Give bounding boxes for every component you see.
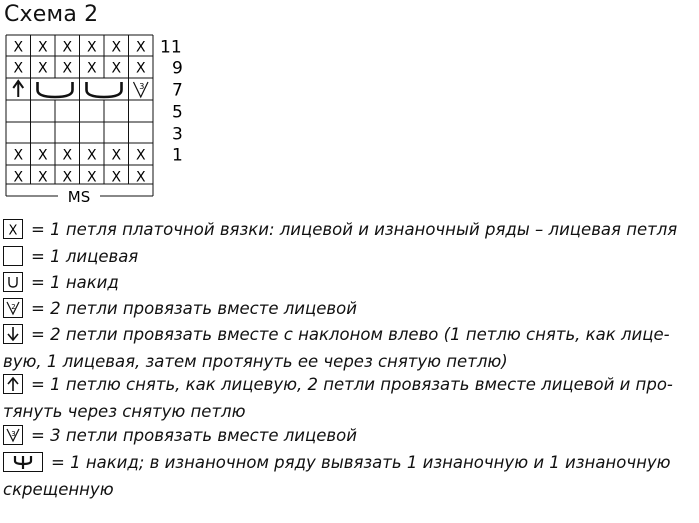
legend-text: = 1 петля платочной вязки: лицевой и изнаночный ряды – лицевая петля bbox=[31, 220, 678, 239]
legend-item-double-yo bbox=[3, 451, 695, 501]
chart-cell-x: X bbox=[37, 169, 48, 186]
k3tog-number: 3 bbox=[139, 82, 145, 91]
yarn-over-wide-icon bbox=[38, 82, 73, 97]
chart-cell-x: X bbox=[135, 147, 146, 164]
yarn-over-wide-icon bbox=[87, 82, 122, 97]
ssk-icon bbox=[3, 324, 23, 350]
up-arrow-icon bbox=[3, 374, 23, 400]
empty-box-icon bbox=[3, 246, 23, 272]
k2tog-icon bbox=[3, 298, 23, 324]
row-number: 9 bbox=[172, 58, 183, 79]
svg-text:2: 2 bbox=[11, 303, 16, 311]
chart-cell-x: X bbox=[111, 60, 122, 77]
legend-item-k3tog bbox=[3, 424, 695, 451]
chart-cell-x: X bbox=[37, 39, 48, 56]
chart-cell-x: X bbox=[111, 169, 122, 186]
k3tog-icon bbox=[3, 425, 23, 451]
double-yo-icon bbox=[3, 452, 43, 478]
legend-text: = 1 петлю снять, как лицевую, 2 петли провязать вместе лицевой и про-тянуть через снятую петлю bbox=[3, 375, 673, 421]
legend-text: = 1 лицевая bbox=[31, 247, 139, 266]
chart-cell-x: X bbox=[13, 60, 24, 77]
chart-title: Схема 2 bbox=[4, 2, 99, 27]
chart-cell-x: X bbox=[62, 39, 73, 56]
chart-cell-x: X bbox=[13, 169, 24, 186]
legend-item-yo bbox=[3, 271, 695, 298]
row-number: 5 bbox=[172, 102, 183, 123]
chart-cell-x: X bbox=[135, 60, 146, 77]
legend-item-k2tog bbox=[3, 297, 695, 324]
repeat-label: MS bbox=[67, 188, 91, 206]
chart-cell-x: X bbox=[86, 147, 97, 164]
chart-cell-x: X bbox=[62, 169, 73, 186]
row-number: 7 bbox=[172, 80, 183, 101]
chart-cell-x: X bbox=[37, 60, 48, 77]
chart-cell-x: X bbox=[37, 147, 48, 164]
legend-text: = 2 петли провязать вместе с наклоном влево (1 петлю снять, как лице-вую, 1 лицевая, затем протянуть ее через снятую петлю) bbox=[3, 325, 670, 371]
legend-text: = 2 петли провязать вместе лицевой bbox=[31, 299, 357, 318]
chart-cell-x: X bbox=[13, 147, 24, 164]
row-number: 1 bbox=[172, 145, 183, 166]
legend-text: = 1 накид; в изнаночном ряду вывязать 1 изнаночную и 1 изнаночную скрещенную bbox=[3, 453, 671, 499]
legend-text: = 3 петли провязать вместе лицевой bbox=[31, 426, 357, 445]
legend-text: = 1 накид bbox=[31, 273, 119, 292]
x-box-icon bbox=[3, 219, 23, 245]
u-box-icon bbox=[3, 272, 23, 298]
row-number: 3 bbox=[172, 124, 183, 145]
row-number: 11 bbox=[160, 37, 182, 58]
svg-text:X: X bbox=[8, 223, 18, 239]
chart-cell-x: X bbox=[111, 39, 122, 56]
chart-cell-x: X bbox=[62, 147, 73, 164]
chart-cell-x: X bbox=[13, 39, 24, 56]
legend-item-garter bbox=[3, 218, 695, 245]
chart-cell-x: X bbox=[135, 39, 146, 56]
svg-text:3: 3 bbox=[11, 430, 16, 438]
chart-cell-x: X bbox=[111, 147, 122, 164]
legend-item-knit bbox=[3, 245, 695, 272]
chart-cell-x: X bbox=[135, 169, 146, 186]
chart-cell-x: X bbox=[86, 39, 97, 56]
chart-cell-x: X bbox=[86, 60, 97, 77]
knitting-chart bbox=[0, 0, 699, 215]
legend-item-sk2p bbox=[3, 373, 695, 423]
chart-cell-x: X bbox=[86, 169, 97, 186]
legend-item-ssk bbox=[3, 323, 695, 373]
chart-cell-x: X bbox=[62, 60, 73, 77]
